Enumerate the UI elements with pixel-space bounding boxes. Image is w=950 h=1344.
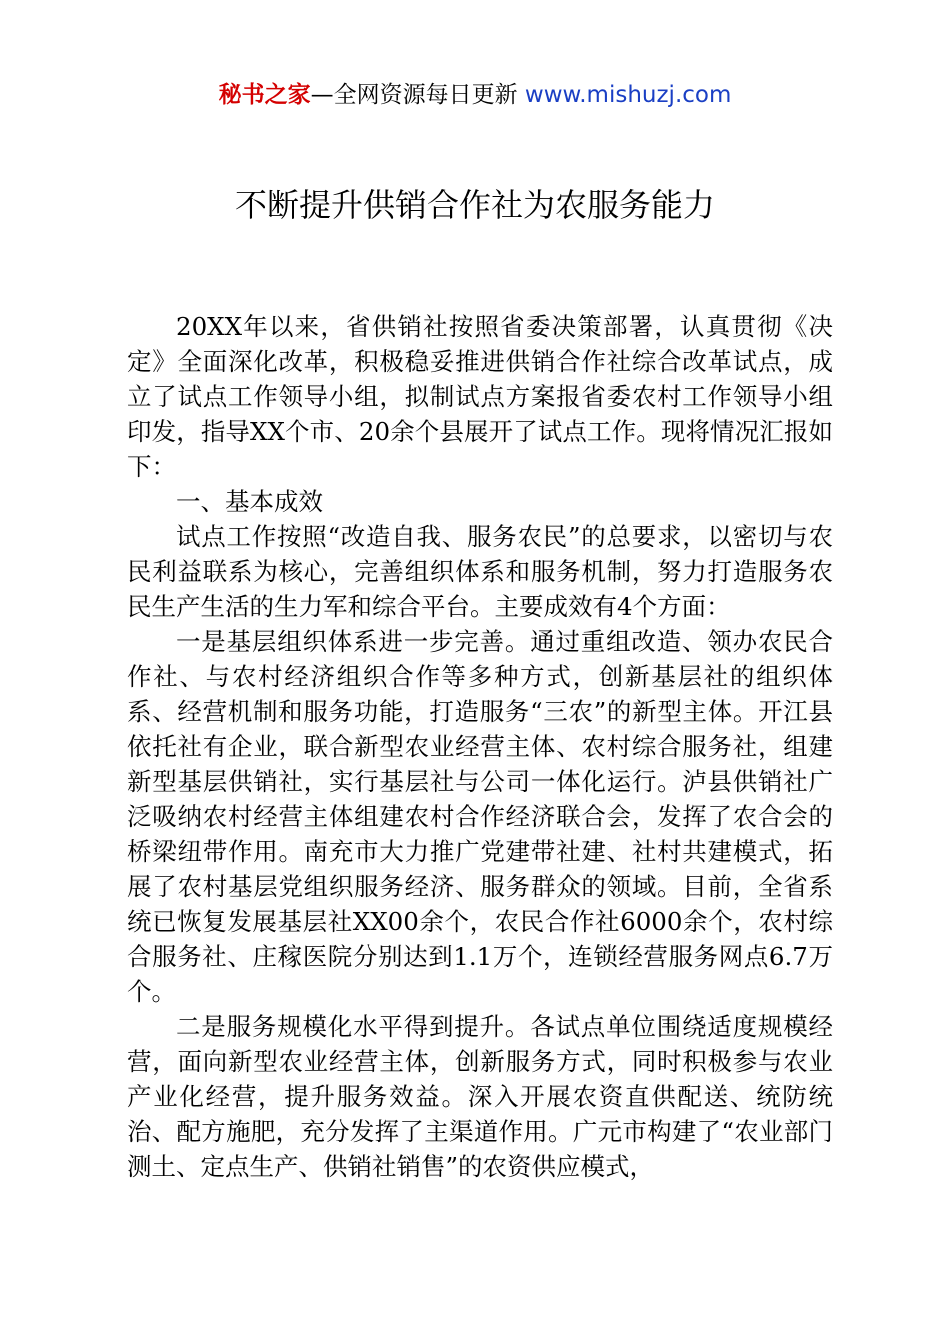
document-title: 不断提升供销合作社为农服务能力 bbox=[234, 186, 715, 224]
paragraph-point-one: 一是基层组织体系进一步完善。通过重组改造、领办农民合作社、与农村经济组织合作等多种方式，创新基层社的组织体系、经营机制和服务功能，打造服务“三农”的新型主体。开江县依托社有企业，联合新型农业经营主体、农村综合服务社，组建新型基层供销社，实行基层社与公司一体化运行。泸县供销社广泛吸纳农村经营主体组建农村合作经济联合会，发挥了农合会的桥梁纽带作用。南充市大力推广党建带社建、社村共建模式，拓展了农村基层党组织服务经济、服务群众的领域。目前，全省系统已恢复发展基层社XX00余个，农民合作社6000余个，农村综合服务社、庄稼医院分别达到1.1万个，连锁经营服务网点6.7万个。 bbox=[127, 627, 833, 1006]
site-url-link[interactable]: www.mishuzj.com bbox=[524, 82, 732, 108]
paragraph-intro: 20XX年以来，省供销社按照省委决策部署，认真贯彻《决定》全面深化改革，积极稳妥推进供销合作社综合改革试点，成立了试点工作领导小组，拟制试点方案报省委农村工作领导小组印发，指导XX个市、20余个县展开了试点工作。现将情况汇报如下： bbox=[127, 312, 833, 481]
site-header bbox=[0, 78, 950, 112]
site-slogan: —全网资源每日更新 bbox=[310, 82, 518, 108]
section-heading-basic-results: 一、基本成效 bbox=[176, 487, 323, 516]
document-body bbox=[127, 309, 833, 1184]
paragraph-overview: 试点工作按照“改造自我、服务农民”的总要求，以密切与农民利益联系为核心，完善组织体系和服务机制，努力打造服务农民生产生活的生力军和综合平台。主要成效有4个方面： bbox=[127, 522, 833, 621]
site-brand: 秘书之家 bbox=[218, 82, 311, 108]
paragraph-point-two: 二是服务规模化水平得到提升。各试点单位围绕适度规模经营，面向新型农业经营主体，创新服务方式，同时积极参与农业产业化经营，提升服务效益。深入开展农资直供配送、统防统治、配方施肥，充分发挥了主渠道作用。广元市构建了“农业部门测土、定点生产、供销社销售”的农资供应模式， bbox=[127, 1012, 833, 1181]
